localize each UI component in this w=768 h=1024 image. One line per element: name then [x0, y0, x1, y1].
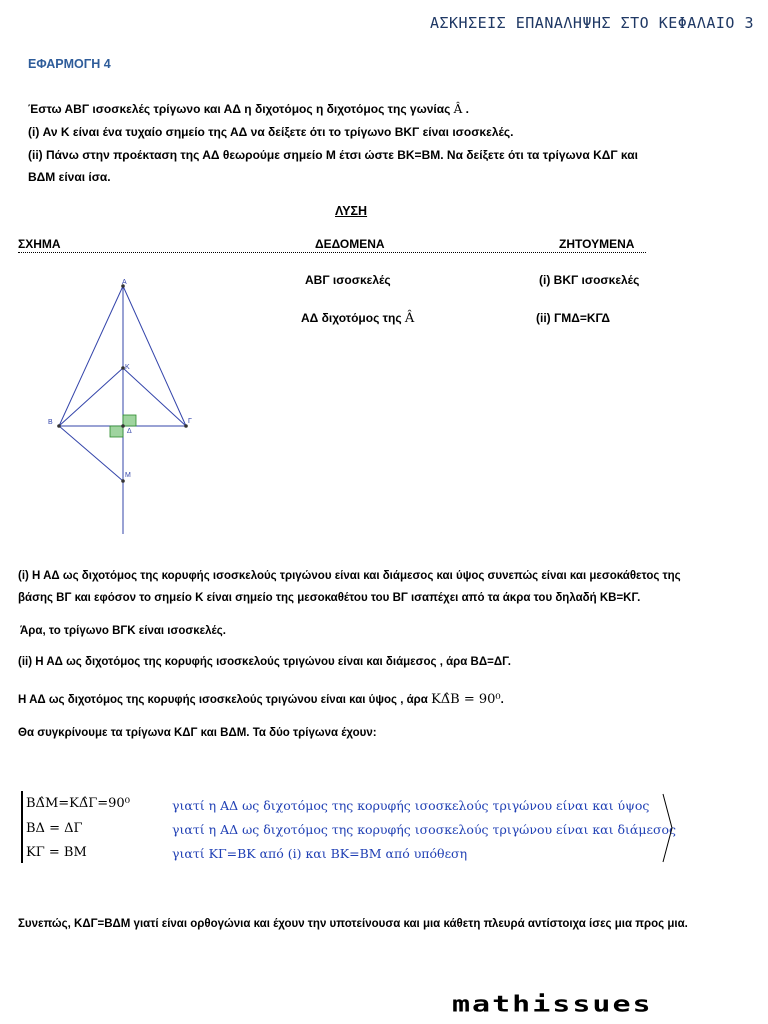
side-ab	[59, 286, 123, 426]
part-i-label: (i)	[28, 125, 40, 139]
final-conclusion: Συνεπώς, ΚΔΓ=ΒΔΜ γιατί είναι ορθογώνια και έχουν την υποτείνουσα και μια κάθετη πλευρά αντίστοιχα ίσες μια προς μια.	[18, 918, 688, 930]
step-1-line-1	[18, 570, 681, 582]
system-reason-1: γιατί η ΑΔ ως διχοτόμος της κορυφής ισοσκελούς τριγώνου είναι και ύψος	[172, 798, 650, 813]
statement-line	[28, 101, 469, 117]
system-eq-3: ΚΓ = ΒΜ	[26, 845, 87, 860]
label-d: Δ	[127, 428, 132, 435]
statement-intro: Έστω ΑΒΓ ισοσκελές τρίγωνο και ΑΔ η διχοτόμος η διχοτόμος της γωνίας	[28, 102, 454, 116]
part-ii-line-2: ΒΔΜ είναι ίσα.	[28, 170, 111, 184]
given-item-2	[301, 311, 414, 326]
step-1-conclusion: Άρα, το τρίγωνο ΒΓΚ είναι ισοσκελές.	[20, 625, 226, 637]
segment-bk	[59, 368, 123, 426]
step-3-line	[18, 692, 504, 707]
label-a: Α	[122, 279, 127, 286]
step-1-text: Η ΑΔ ως διχοτόμος της κορυφής ισοσκελούς τριγώνου είναι και διάμεσος και ύψος συνεπώς είναι και μεσοκάθετος της	[28, 570, 681, 582]
step-2-label: (ii)	[18, 656, 33, 668]
triangle-figure	[40, 276, 210, 538]
step-2-line	[18, 656, 511, 668]
part-i-text: Αν Κ είναι ένα τυχαίο σημείο της ΑΔ να δείξετε ότι το τρίγωνο ΒΚΓ είναι ισοσκελές.	[39, 125, 514, 139]
point-b	[57, 424, 61, 428]
angle-a-symbol: Â	[453, 102, 463, 116]
exercise-title: ΕΦΑΡΜΟΓΗ 4	[28, 57, 111, 71]
header-divider	[18, 252, 646, 253]
right-angle-mark-2	[110, 426, 123, 437]
system-reason-2: γιατί η ΑΔ ως διχοτόμος της κορυφής ισοσκελούς τριγώνου είναι και διάμεσος	[172, 822, 677, 837]
part-i-line	[28, 124, 513, 140]
solution-heading: ΛΥΣΗ	[335, 204, 368, 218]
given-angle-symbol: Â	[404, 311, 415, 326]
step-2-text: Η ΑΔ ως διχοτόμος της κορυφής ισοσκελούς τριγώνου είναι και διάμεσος , άρα ΒΔ=ΔΓ.	[32, 656, 511, 668]
step-3-end: .	[500, 694, 504, 706]
statement-end: .	[462, 102, 470, 116]
label-b: Β	[48, 419, 53, 426]
find-column-header: ΖΗΤΟΥΜΕΝΑ	[559, 237, 635, 251]
figure-column-header: ΣΧΗΜΑ	[18, 237, 61, 251]
mathissues-logo: mathissues	[452, 991, 653, 1018]
step-3-math: ΚΔ̂Β = 90⁰	[431, 692, 501, 707]
side-ag	[123, 286, 186, 426]
chapter-header: ΑΣΚΗΣΕΙΣ ΕΠΑΝΑΛΗΨΗΣ ΣΤΟ ΚΕΦΑΛΑΙΟ 3	[429, 14, 754, 32]
find-item-2: (ii) ΓΜΔ=ΚΓΔ	[536, 311, 611, 325]
step-3-text: Η ΑΔ ως διχοτόμος της κορυφής ισοσκελούς τριγώνου είναι και ύψος , άρα	[18, 694, 432, 706]
step-1-line-2: βάσης ΒΓ και εφόσον το σημείο Κ είναι σημείο της μεσοκαθέτου του ΒΓ ισαπέχει από τα άκρα του δηλαδή ΚΒ=ΚΓ.	[18, 592, 641, 604]
system-right-angle-bracket	[661, 792, 675, 864]
part-ii-label: (ii)	[28, 148, 43, 162]
right-angle-mark-1	[123, 415, 136, 426]
part-ii-text: Πάνω στην προέκταση της ΑΔ θεωρούμε σημείο Μ έτσι ώστε ΒΚ=ΒΜ. Να δείξετε ότι τα τρίγωνα ΚΔΓ και	[42, 148, 638, 162]
system-left-bar	[21, 791, 23, 863]
step-1-label: (i)	[18, 570, 29, 582]
compare-line: Θα συγκρίνουμε τα τρίγωνα ΚΔΓ και ΒΔΜ. Τα δύο τρίγωνα έχουν:	[18, 727, 377, 739]
label-m: Μ	[125, 472, 131, 479]
system-eq-1: ΒΔ̂Μ=ΚΔ̂Γ=90⁰	[26, 796, 130, 811]
system-reason-3: γιατί ΚΓ=ΒΚ από (i) και ΒΚ=ΒΜ από υπόθεση	[172, 846, 468, 861]
given-column-header: ΔΕΔΟΜΕΝΑ	[315, 237, 385, 251]
part-ii-line	[28, 147, 638, 163]
find-item-1: (i) ΒΚΓ ισοσκελές	[539, 273, 640, 287]
label-k: Κ	[125, 364, 130, 371]
label-g: Γ	[188, 418, 192, 425]
point-d	[121, 424, 125, 428]
given-item-1: ΑΒΓ ισοσκελές	[305, 273, 391, 287]
system-eq-2: ΒΔ = ΔΓ	[26, 821, 83, 836]
point-m	[121, 479, 125, 483]
given-item-2-text: ΑΔ διχοτόμος της	[301, 311, 405, 325]
